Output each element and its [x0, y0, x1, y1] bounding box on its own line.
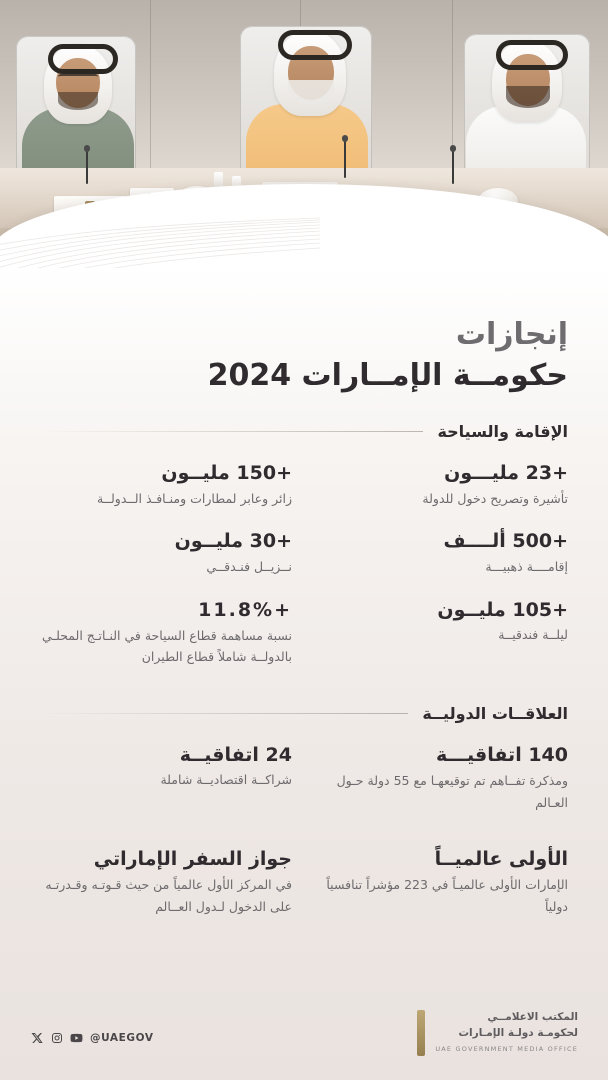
stat-description: ليلــة فندقيــة — [498, 627, 568, 643]
stat-item — [316, 825, 568, 927]
page-title — [0, 268, 608, 396]
stat-description: تأشيرة وتصريح دخول للدولة — [422, 490, 568, 506]
title-line-1: إنجازات — [455, 317, 568, 352]
header-photo — [0, 0, 608, 300]
stat-item — [316, 453, 568, 519]
footer — [0, 990, 608, 1080]
stat-value: +150 مليــون — [161, 462, 292, 484]
stat-value: 24 اتفاقيــة — [179, 743, 292, 766]
stat-description: نسبة مساهمة قطاع السياحة في النـاتـج المحلـي بالدولــة شاملاً قطاع الطيران — [42, 628, 292, 665]
logo-arabic-line-2: لحكومـة دولـة الإمـارات — [458, 1026, 578, 1039]
social-links[interactable] — [30, 1031, 154, 1044]
social-handle[interactable]: @UAEGOV — [90, 1031, 154, 1044]
logo-mark-icon — [417, 1010, 425, 1056]
stat-value: +11.8% — [198, 598, 292, 621]
infographic-body — [0, 268, 608, 1080]
stat-item — [40, 735, 292, 823]
stat-value: +23 مليـــون — [444, 462, 568, 484]
section-divider — [40, 431, 423, 432]
media-office-logo — [417, 1010, 578, 1056]
section-title: العلاقــات الدوليــة — [422, 703, 568, 723]
stat-item — [40, 453, 292, 519]
logo-arabic-line-1: المكتب الاعلامــي — [487, 1011, 578, 1023]
stat-item — [316, 590, 568, 678]
stat-value: +30 مليــون — [174, 530, 292, 553]
microphone — [86, 150, 88, 184]
stat-description: شراكــة اقتصاديــة شاملة — [160, 772, 292, 788]
stat-description: زائر وعابر لمطارات ومنـافـذ الــدولــة — [96, 490, 292, 506]
youtube-icon[interactable] — [70, 1031, 83, 1044]
x-twitter-icon[interactable] — [30, 1031, 43, 1044]
stat-value: الأولى عالميــاً — [434, 847, 568, 870]
stat-value: +500 ألــــف — [443, 530, 568, 553]
stat-item — [316, 735, 568, 823]
stat-description: نــزيــل فنـدقــي — [206, 558, 292, 574]
section-divider — [40, 713, 408, 714]
stat-value: +105 مليــون — [437, 598, 568, 621]
title-line-2: حكومــة الإمــارات 2024 — [207, 357, 568, 393]
section-header-international — [40, 704, 568, 723]
stat-item — [316, 521, 568, 587]
stat-item — [40, 590, 292, 678]
section-title: الإقامة والسياحة — [437, 422, 568, 441]
stat-description: ومذكرة تفــاهم تم توقيعهـا مع 55 دولة حـول العـالم — [336, 773, 568, 810]
stat-description: إقامــــة ذهبيـــة — [485, 558, 568, 574]
instagram-icon[interactable] — [50, 1031, 63, 1044]
stat-value: جواز السفر الإماراتي — [93, 847, 292, 870]
stat-description: في المركز الأول عالمياً من حيث قـوتـه وقـدرتـه على الدخول لـدول العــالم — [45, 877, 292, 914]
logo-english-line: UAE GOVERNMENT MEDIA OFFICE — [435, 1044, 578, 1053]
microphone — [452, 150, 454, 184]
stat-value: 140 اتفاقيـــة — [436, 743, 568, 766]
stats-grid-international — [0, 735, 608, 927]
stat-item — [40, 825, 292, 927]
section-header-tourism — [40, 422, 568, 441]
stat-item — [40, 521, 292, 587]
stat-description: الإمارات الأولى عالميـاً في 223 مؤشراً تنافسياً دولياً — [326, 877, 568, 914]
microphone — [344, 140, 346, 178]
wall-seam — [150, 0, 151, 170]
stats-grid-tourism — [0, 453, 608, 678]
